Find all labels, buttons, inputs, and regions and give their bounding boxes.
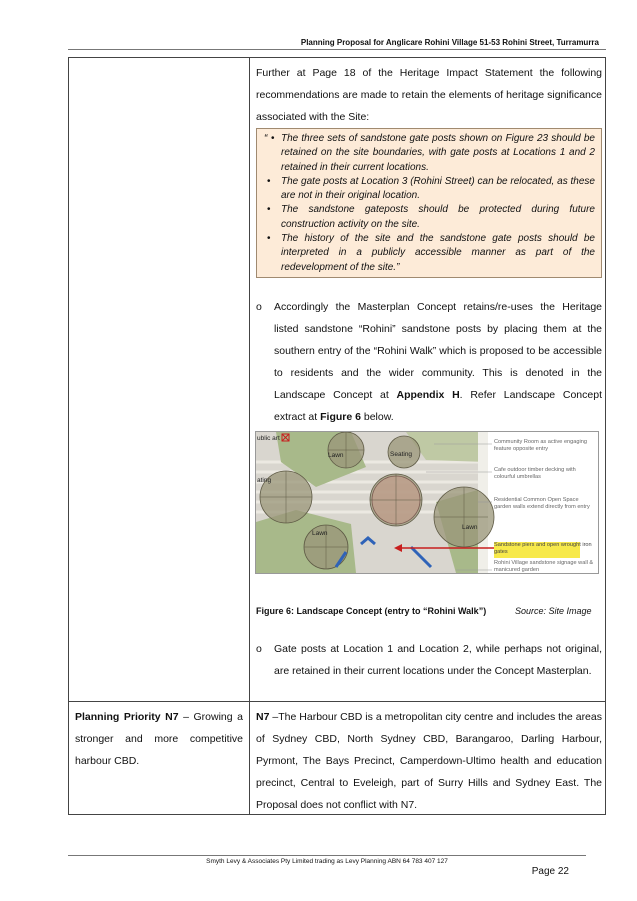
figure-ref: Figure 6 [320, 411, 361, 423]
quote-item [263, 132, 595, 175]
bullet-icon: • [267, 204, 271, 216]
appendix-ref: Appendix H [396, 389, 460, 401]
n7-response-cell: N7 –The Harbour CBD is a metropolitan city centre and includes the areas of Sydney CBD, North Sydney CBD, Barangaroo, Darling Harbour, Pyrmont, The Bays Precinct, Camperdown-Ultimo health and education precinct, Central to Eveleigh, part of Surry Hills and Sydney East. The Proposal does not conflict with N7. [256, 711, 602, 811]
n7-label: N7 [256, 711, 270, 723]
bullet-icon: • [271, 133, 275, 144]
quote-text: The gate posts at Location 3 (Rohini Street) can be relocated, as these are not in their original location. [281, 175, 595, 202]
footer-company: Smyth Levy & Associates Pty Limited trading as Levy Planning ABN 64 783 407 127 [206, 858, 448, 865]
planning-priority-cell: Planning Priority N7 – Growing a stronger and more competitive harbour CBD. [75, 711, 243, 767]
running-header: Planning Proposal for Anglicare Rohini Village 51-53 Rohini Street, Turramurra [300, 38, 599, 47]
plan-annotation: Cafe outdoor timber decking with colourful umbrellas [494, 467, 576, 480]
caption-source: Source: Site Image [515, 606, 592, 616]
plan-label: ating [257, 477, 272, 484]
bullet-icon: • [267, 175, 271, 187]
page-number: Page 22 [531, 866, 569, 877]
landscape-plan-image [256, 432, 598, 573]
circle-bullet-icon: o [256, 301, 262, 313]
plan-label: Lawn [328, 452, 344, 459]
plan-label: Seating [390, 451, 413, 458]
plan-annotation: Rohini Village sandstone signage wall & manicured garden [494, 560, 594, 573]
footer-rule [68, 855, 586, 856]
intro-paragraph: Further at Page 18 of the Heritage Impact Statement the following recommendations are made to retain the elements of heritage significance associated with the Site: [256, 67, 602, 123]
plan-label: Lawn [462, 524, 478, 531]
quote-text: The three sets of sandstone gate posts shown on Figure 23 should be retained on the site boundaries, with gate posts at Locations 1 and 2 retained in their current locations. [281, 133, 595, 173]
header-rule [68, 49, 606, 50]
landscape-concept-figure [255, 431, 599, 574]
row-divider [69, 701, 605, 702]
gate-posts-point: o Gate posts at Location 1 and Location 2, while perhaps not original, are retained in their current locations under the Concept Masterplan. [256, 638, 602, 682]
quote-text: The sandstone gateposts should be protected during future construction activity on the site. [281, 204, 595, 230]
priority-title: Planning Priority N7 [75, 711, 179, 723]
bullet-icon: • [267, 233, 271, 245]
planning-table [68, 57, 606, 815]
quote-item [263, 175, 595, 204]
plan-annotation: Residential Common Open Space garden walls extend directly from entry [494, 497, 590, 510]
open-quote-mark: “ [264, 133, 268, 144]
circle-bullet-icon: o [256, 643, 262, 655]
plan-annotation: Community Room as active engaging feature opposite entry [494, 439, 587, 452]
quote-item [263, 232, 595, 275]
heritage-quote-box [256, 128, 602, 278]
plan-label: ublic art [257, 435, 280, 442]
quote-text: The history of the site and the sandstone gate posts should be interpreted in a publicly accessible manner as part of the redevelopment of the site.” [281, 233, 595, 273]
quote-item [263, 203, 595, 232]
caption-title: Figure 6: Landscape Concept (entry to “Rohini Walk”) [256, 606, 487, 616]
plan-annotation: Sandstone piers and open wrought iron gates [494, 542, 592, 555]
masterplan-point: o Accordingly the Masterplan Concept retains/re-uses the Heritage listed sandstone “Rohini” sandstone posts by placing them at the southern entry of the “Rohini Walk” which is proposed to be accessible to residents and the wider community. This is denoted in the Landscape Concept at Appendix H. Refer Landscape Concept extract at Figure 6 below. [256, 296, 602, 428]
figure-caption [256, 606, 602, 616]
plan-label: Lawn [312, 530, 328, 537]
